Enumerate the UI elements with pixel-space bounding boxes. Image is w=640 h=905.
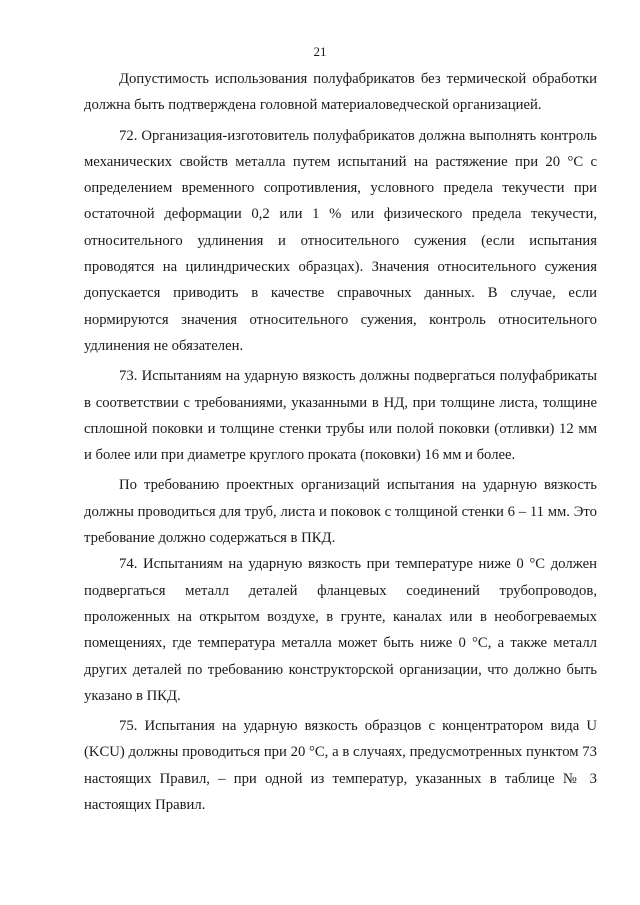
document-body [84,66,597,818]
paragraph-73: 73. Испытаниям на ударную вязкость должны подвергаться полуфабрикаты в соответствии с требованиями, указанными в НД, при толщине листа, толщине сплошной поковки и толщине стенки трубы или полой поковки (отливки) 12 мм и более или при диаметре круглого проката (поковки) 16 мм и более. [84,368,597,464]
paragraph-usage-approval: Допустимость использования полуфабрикатов без термической обработки должна быть подтверждена головной материаловедческой организацией. [84,71,597,114]
paragraph-72: 72. Организация-изготовитель полуфабрикатов должна выполнять контроль механических свойств металла путем испытаний на растяжение при 20 °С с определением временного сопротивления, условного предела текучести при остаточной деформации 0,2 или 1 % или физического предела текучести, относительного удлинения и относительного сужения (если испытания проводятся на цилиндрических образцах). Значения относительного сужения допускается приводить в качестве справочных данных. В случае, если нормируются значения относительного сужения, контроль относительного удлинения не обязателен. [84,127,597,354]
paragraph-design-requirement: По требованию проектных организаций испытания на ударную вязкость должны проводиться для труб, листа и поковок с толщиной стенки 6 – 11 мм. Это требование должно содержаться в ПКД. [84,477,597,547]
paragraph-75: 75. Испытания на ударную вязкость образцов с концентратором вида U (KCU) должны проводиться при 20 °С, а в случаях, предусмотренных пунктом 73 настоящих Правил, – при одной из температур, указанных в таблице № 3 настоящих Правил. [84,718,597,814]
page-number: 21 [313,44,327,59]
paragraph-74: 74. Испытаниям на ударную вязкость при температуре ниже 0 °С должен подвергаться металл деталей фланцевых соединений трубопроводов, проложенных на открытом воздухе, в грунте, каналах или в необогреваемых помещениях, где температура металла может быть ниже 0 °С, а также металл других деталей по требованию конструкторской организации, что должно быть указано в ПКД. [84,556,597,704]
